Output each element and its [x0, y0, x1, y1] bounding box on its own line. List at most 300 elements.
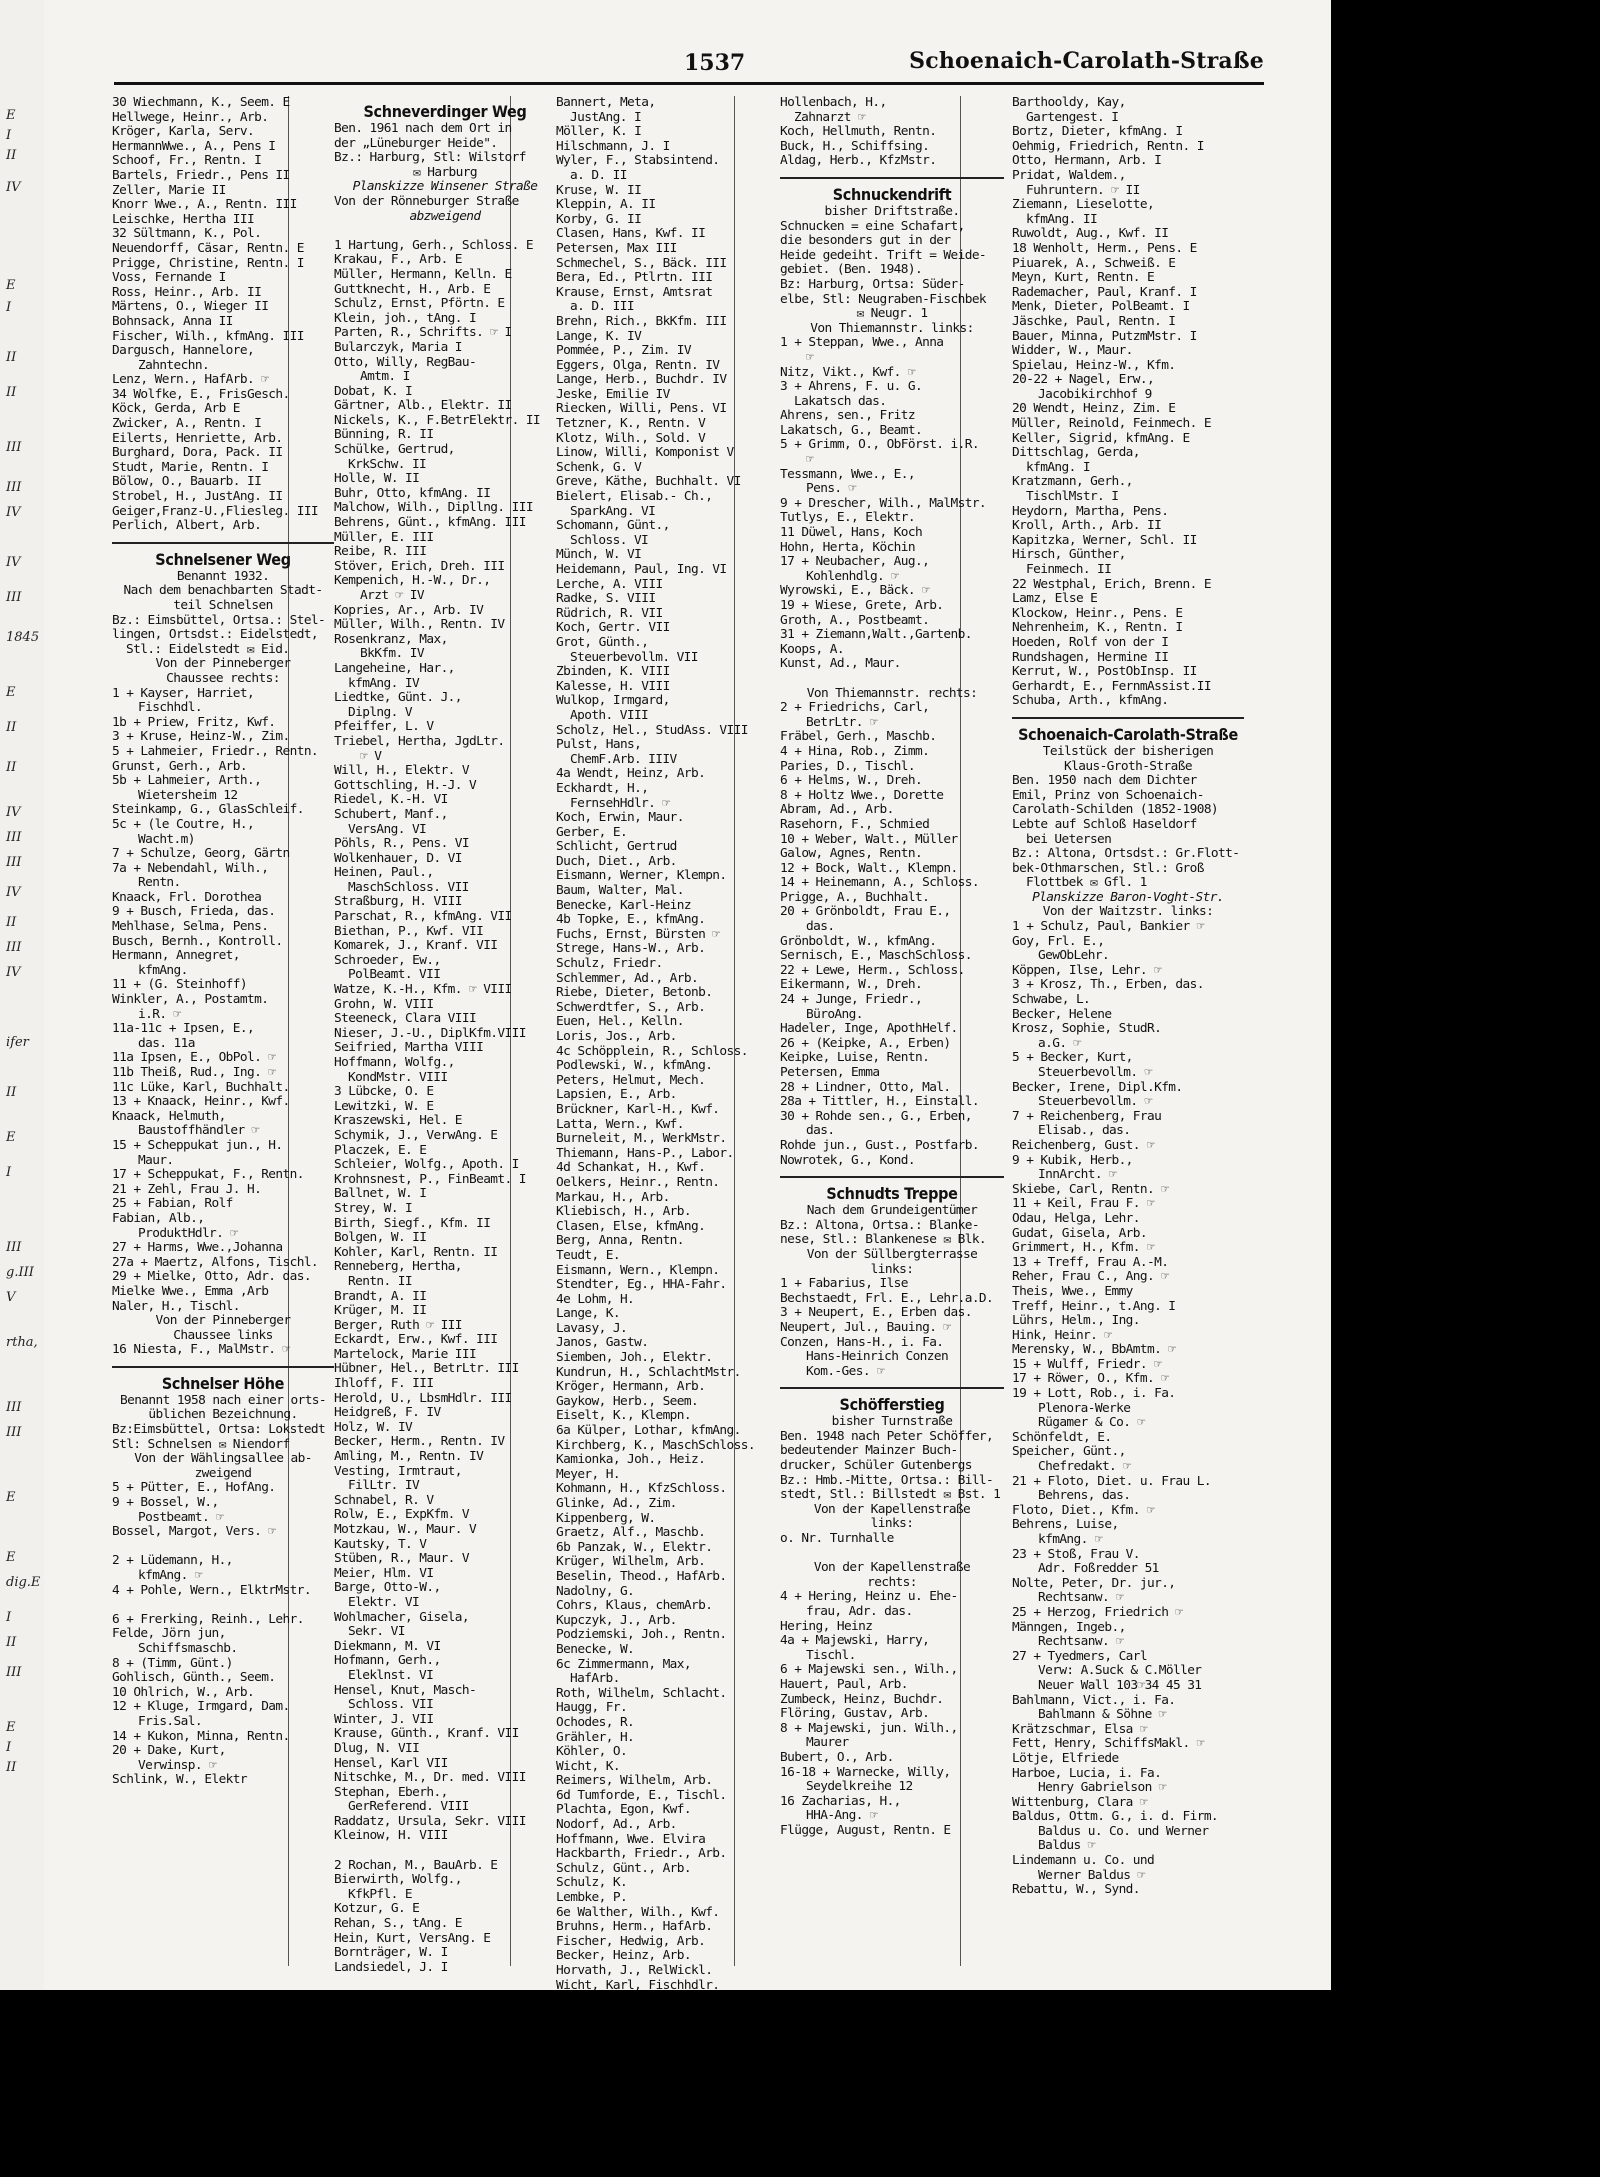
margin-fragment: I	[6, 1610, 12, 1625]
running-head: Schoenaich-Carolath-Straße	[909, 48, 1264, 74]
street-heading: Schoenaich-Carolath-Straße	[1012, 717, 1244, 745]
directory-entry: SparkAng. VI	[570, 504, 656, 519]
margin-fragment: IV	[6, 885, 21, 900]
directory-entry: lingen, Ortsdst.: Eidelstedt,	[112, 628, 319, 643]
directory-entry: Hensel, Karl VII	[334, 1756, 448, 1771]
directory-entry: Kalesse, H. VIII	[556, 679, 670, 694]
directory-entry: Hensel, Knut, Masch-	[334, 1683, 477, 1698]
directory-entry: Renneberg, Hertha,	[334, 1260, 462, 1275]
directory-entry: Kruse, W. II	[556, 183, 642, 198]
directory-entry: Planskizze Winsener Straße	[352, 180, 538, 195]
directory-entry: KfkPfl. E	[348, 1887, 412, 1902]
directory-entry: Langeheine, Har.,	[334, 661, 455, 676]
directory-entry: 27 + Tyedmers, Carl	[1012, 1649, 1147, 1664]
directory-entry: Beselin, Theod., HafArb.	[556, 1569, 727, 1584]
directory-entry: 26 + (Keipke, A., Erben)	[780, 1036, 951, 1051]
directory-entry: Eismann, Werner, Klempn.	[556, 869, 727, 884]
margin-fragment: II	[6, 385, 17, 400]
directory-entry: Schuba, Arth., kfmAng.	[1012, 694, 1169, 709]
directory-entry: 6 + Helms, W., Dreh.	[780, 774, 923, 789]
directory-entry: Clasen, Else, kfmAng.	[556, 1219, 706, 1234]
directory-entry: Bubert, O., Arb.	[780, 1750, 894, 1765]
directory-entry: Von der Pinneberger	[155, 657, 291, 672]
directory-entry: Stephan, Eberh.,	[334, 1785, 448, 1800]
directory-entry: 20 + Grönboldt, Frau E.,	[780, 905, 951, 920]
directory-entry: Zahnarzt ☞	[794, 110, 866, 125]
directory-entry: Keipke, Luise, Rentn.	[780, 1051, 930, 1066]
directory-entry: Voss, Fernande I	[112, 271, 226, 286]
directory-entry: Schulz, K.	[556, 1876, 628, 1891]
directory-entry: Nehrenheim, K., Rentn. I	[1012, 621, 1183, 636]
directory-entry: 6e Walther, Wilh., Kwf.	[556, 1905, 720, 1920]
directory-entry: Parschat, R., kfmAng. VII	[334, 910, 512, 925]
directory-entry: Schymik, J., VerwAng. E	[334, 1128, 498, 1143]
directory-entry: Schiffsmaschb.	[138, 1641, 238, 1656]
directory-entry: Nach dem benachbarten Stadt-	[123, 584, 323, 599]
directory-entry: Feinmech. II	[1026, 563, 1112, 577]
directory-entry: Von Thiemannstr. links:	[810, 321, 974, 336]
margin-fragment: III	[6, 830, 22, 845]
directory-entry: Schloss. VI	[570, 533, 649, 548]
directory-entry: Steuerbevollm. ☞	[1038, 1066, 1152, 1080]
directory-entry: Steeneck, Clara VIII	[334, 1012, 477, 1027]
directory-entry: Kom.-Ges. ☞	[806, 1364, 885, 1379]
directory-entry: Märtens, O., Wieger II	[112, 300, 269, 315]
directory-entry: KrkSchw. II	[348, 457, 427, 472]
directory-entry: Bortz, Dieter, kfmAng. I	[1012, 125, 1183, 140]
directory-entry: Riedel, K.-H. VI	[334, 793, 448, 808]
directory-entry: 16 Zacharias, H.,	[780, 1794, 901, 1809]
directory-entry: 15 + Scheppukat jun., H.	[112, 1138, 283, 1153]
directory-entry: drucker, Schüler Gutenbergs	[780, 1459, 972, 1474]
directory-entry: bei Uetersen	[1026, 832, 1112, 847]
directory-entry: Schlink, W., Elektr	[112, 1773, 247, 1788]
directory-entry: Jäschke, Paul, Rentn. I	[1012, 314, 1176, 329]
directory-entry: Schlicht, Gertrud	[556, 840, 677, 855]
directory-entry: Motzkau, W., Maur. V	[334, 1523, 477, 1537]
directory-entry: 20-22 + Nagel, Erw.,	[1012, 373, 1155, 388]
directory-entry: Fräbel, Gerh., Maschb.	[780, 730, 937, 745]
directory-entry: Loris, Jos., Arb.	[556, 1030, 677, 1044]
directory-entry: 21 + Floto, Diet. u. Frau L.	[1012, 1474, 1211, 1489]
directory-entry: Klotz, Wilh., Sold. V	[556, 431, 706, 446]
directory-entry: 6a Külper, Lothar, kfmAng.	[556, 1424, 741, 1439]
directory-entry: 4c Schöpplein, R., Schloss.	[556, 1044, 748, 1059]
directory-entry: Bruhns, Herm., HafArb.	[556, 1920, 713, 1935]
directory-entry: 18 Wenholt, Herm., Pens. E	[1012, 241, 1197, 256]
directory-entry: ✉ Harburg	[413, 165, 477, 180]
directory-entry: Rademacher, Paul, Kranf. I	[1012, 285, 1197, 300]
directory-entry: 30 Wiechmann, K., Seem. E	[112, 96, 290, 110]
directory-entry: die besonders gut in der	[780, 234, 951, 249]
directory-entry: Holz, W. IV	[334, 1420, 413, 1435]
left-page-margin	[0, 0, 44, 2177]
directory-entry: Burghard, Dora, Pack. II	[112, 446, 283, 461]
directory-entry: Schleier, Wolfg., Apoth. I	[334, 1158, 519, 1173]
directory-entry: Fuchs, Ernst, Bürsten ☞	[556, 927, 720, 942]
street-heading: Schöfferstieg	[780, 1387, 1004, 1415]
directory-entry: Guttknecht, H., Arb. E	[334, 282, 491, 297]
directory-entry: Ochodes, R.	[556, 1715, 635, 1730]
margin-fragment: III	[6, 940, 22, 955]
directory-entry: Janos, Gastw.	[556, 1336, 649, 1351]
directory-entry: Lerche, A. VIII	[556, 577, 663, 592]
directory-entry: Baustoffhändler ☞	[138, 1124, 259, 1139]
margin-fragment: II	[6, 760, 17, 775]
directory-entry: 2 Rochan, M., BauArb. E	[334, 1858, 498, 1873]
directory-entry: 11 + Keil, Frau F. ☞	[1012, 1197, 1155, 1212]
directory-entry: kfmAng.	[138, 963, 188, 978]
directory-entry: Bornträger, W. I	[334, 1946, 448, 1961]
directory-entry: 3 Lübcke, O. E	[334, 1085, 434, 1100]
directory-entry: 32 Sültmann, K., Pol.	[112, 227, 262, 242]
directory-entry: Reimers, Wilhelm, Arb.	[556, 1774, 713, 1789]
directory-entry: Brehn, Rich., BkKfm. III	[556, 314, 727, 329]
directory-entry: JustAng. I	[570, 110, 642, 125]
directory-entry: Amling, M., Rentn. IV	[334, 1450, 484, 1465]
directory-entry: Bauer, Minna, PutzmMstr. I	[1012, 329, 1197, 344]
directory-entry: gebiet. (Ben. 1948).	[780, 263, 923, 278]
directory-entry: Cohrs, Klaus, chemArb.	[556, 1599, 713, 1614]
directory-entry: 14 + Kukon, Minna, Rentn.	[112, 1729, 290, 1744]
directory-entry: Wulkop, Irmgard,	[556, 694, 670, 709]
directory-entry: 9 + Kubik, Herb.,	[1012, 1153, 1133, 1168]
directory-entry: 5c + (le Coutre, H.,	[112, 817, 255, 832]
margin-fragment: II	[6, 915, 17, 930]
directory-entry: Pulst, Hans,	[556, 738, 642, 753]
directory-entry: Benannt 1958 nach einer orts-	[119, 1393, 327, 1408]
margin-fragment: E	[6, 1130, 16, 1145]
directory-entry: Lebte auf Schloß Haseldorf	[1012, 817, 1197, 832]
directory-entry: Hans-Heinrich Conzen	[806, 1350, 949, 1365]
directory-entry: Kempenich, H.-W., Dr.,	[334, 574, 491, 589]
directory-entry: 27a + Maertz, Alfons, Tischl.	[112, 1255, 319, 1270]
directory-entry: Kapitzka, Werner, Schl. II	[1012, 533, 1197, 548]
directory-entry: Hofmann, Gerh.,	[334, 1654, 441, 1669]
directory-entry: Bölow, O., Bauarb. II	[112, 475, 262, 490]
directory-entry: Amtm. I	[360, 370, 410, 385]
margin-fragment: rtha,	[6, 1335, 38, 1350]
directory-entry: Berger, Ruth ☞ III	[334, 1318, 462, 1333]
directory-entry: a. D. II	[570, 168, 627, 183]
directory-entry: links:	[870, 1262, 914, 1277]
directory-entry: Bz.: Hmb.-Mitte, Ortsa.: Bill-	[780, 1473, 994, 1488]
directory-entry: Seifried, Martha VIII	[334, 1041, 484, 1056]
directory-entry: Stüben, R., Maur. V	[334, 1552, 469, 1567]
margin-fragment: III	[6, 590, 22, 605]
directory-entry: HermannWwe., A., Pens I	[112, 139, 276, 154]
directory-entry: Eleklnst. VI	[348, 1668, 434, 1683]
directory-entry: Otto, Hermann, Arb. I	[1012, 154, 1162, 169]
directory-entry: 16-18 + Warnecke, Willy,	[780, 1765, 951, 1780]
margin-fragment: IV	[6, 965, 21, 980]
directory-entry: Ziemann, Lieselotte,	[1012, 198, 1155, 213]
column-4	[780, 96, 1004, 1839]
directory-entry: Zahntechn.	[138, 358, 210, 373]
directory-entry: zweigend	[194, 1466, 252, 1481]
directory-entry: Siemben, Joh., Elektr.	[556, 1351, 713, 1366]
directory-entry: ProduktHdlr. ☞	[138, 1226, 238, 1241]
directory-entry	[112, 1598, 334, 1613]
directory-entry: Heide gedeiht. Trift = Weide-	[780, 248, 987, 263]
directory-entry: Grönboldt, W., kfmAng.	[780, 934, 937, 949]
directory-entry: 2 + Lüdemann, H.,	[112, 1554, 233, 1569]
directory-entry: Knaack, Frl. Dorothea	[112, 890, 262, 905]
directory-entry: Schulz, Ernst, Pförtn. E	[334, 297, 505, 312]
directory-entry: 1 + Schulz, Paul, Bankier ☞	[1012, 920, 1204, 935]
directory-entry: Köhler, O.	[556, 1745, 628, 1760]
directory-entry: Kautsky, T. V	[334, 1537, 427, 1552]
directory-entry: 11a-11c + Ipsen, E.,	[112, 1022, 255, 1037]
directory-entry: Fischer, Wilh., kfmAng. III	[112, 329, 304, 344]
directory-entry: Rügamer & Co. ☞	[1038, 1416, 1145, 1431]
directory-entry: 10 + Weber, Walt., Müller	[780, 832, 958, 847]
directory-entry: Biethan, P., Kwf. VII	[334, 924, 484, 939]
directory-entry: Möller, K. I	[556, 125, 642, 140]
directory-entry: Duch, Diet., Arb.	[556, 854, 677, 869]
directory-entry: Parten, R., Schrifts. ☞ I	[334, 326, 512, 341]
directory-entry: Zumbeck, Heinz, Buchdr.	[780, 1692, 944, 1707]
directory-entry: Hein, Kurt, VersAng. E	[334, 1931, 491, 1946]
directory-entry	[780, 672, 1004, 687]
directory-entry: Thiemann, Hans-P., Labor.	[556, 1146, 734, 1161]
directory-entry: Dlug, N. VII	[334, 1741, 420, 1756]
directory-entry: Krüger, M. II	[334, 1304, 427, 1319]
margin-fragment: E	[6, 278, 16, 293]
directory-entry: HafArb.	[570, 1672, 620, 1687]
directory-entry: Benannt 1932.	[176, 569, 270, 584]
directory-entry: 11a Ipsen, E., ObPol. ☞	[112, 1051, 276, 1066]
directory-entry: Zwicker, A., Rentn. I	[112, 417, 262, 432]
margin-fragment: IV	[6, 555, 21, 570]
directory-entry: Stl: Schnelsen ✉ Niendorf	[112, 1437, 290, 1452]
directory-entry: HHA-Ang. ☞	[806, 1809, 878, 1824]
directory-entry: Kotzur, G. E	[334, 1902, 420, 1917]
directory-entry: Steuerbevollm. VII	[570, 650, 698, 665]
directory-entry: Rasehorn, F., Schmied	[780, 817, 930, 832]
directory-entry: Gaykow, Herb., Seem.	[556, 1394, 699, 1409]
directory-entry: Mielke Wwe., Emma ,Arb	[112, 1284, 269, 1299]
directory-entry: 3 + Krosz, Th., Erben, das.	[1012, 978, 1204, 993]
directory-entry: BetrLtr. ☞	[806, 715, 878, 730]
directory-entry: 17 + Neubacher, Aug.,	[780, 555, 930, 570]
directory-entry: Koops, A.	[780, 642, 844, 657]
directory-entry: stedt, Stl.: Billstedt ✉ Bst. 1	[780, 1488, 1001, 1503]
directory-entry: Kippenberg, W.	[556, 1511, 656, 1526]
directory-entry: Knaack, Helmuth,	[112, 1109, 226, 1124]
directory-entry: Eiselt, K., Klempn.	[556, 1409, 691, 1424]
directory-entry: Lewitzki, W. E	[334, 1099, 434, 1114]
directory-entry: Maur.	[138, 1153, 174, 1168]
directory-entry: 12 + Kluge, Irmgard, Dam.	[112, 1700, 290, 1715]
directory-entry: Kundrun, H., SchlachtMstr.	[556, 1365, 741, 1380]
directory-entry: Flügge, August, Rentn. E	[780, 1823, 951, 1838]
scan-background	[0, 1990, 1600, 2177]
directory-entry: Zeller, Marie II	[112, 183, 226, 198]
directory-entry: Emil, Prinz von Schoenaich-	[1012, 788, 1204, 803]
directory-entry: MaschSchloss. VII	[348, 880, 469, 895]
directory-entry: 2 + Friedrichs, Carl,	[780, 701, 930, 716]
directory-entry: 17 + Röwer, O., Kfm. ☞	[1012, 1372, 1169, 1387]
directory-entry: Goy, Frl. E.,	[1012, 934, 1105, 949]
directory-entry: i.R. ☞	[138, 1007, 181, 1022]
directory-entry: Postbeamt. ☞	[138, 1510, 224, 1525]
directory-entry: Riecken, Willi, Pens. VI	[556, 402, 727, 417]
directory-entry: Eckhardt, H.,	[556, 781, 649, 796]
directory-entry: Raddatz, Ursula, Sekr. VIII	[334, 1814, 526, 1829]
directory-entry: o. Nr. Turnhalle	[780, 1532, 894, 1547]
directory-entry: Grohn, W. VIII	[334, 997, 434, 1012]
directory-entry: Von der Wählingsallee ab-	[134, 1452, 312, 1467]
directory-entry: Krause, Ernst, Amtsrat	[556, 285, 713, 300]
directory-entry: Abram, Ad., Arb.	[780, 803, 894, 818]
directory-entry: 4e Lohm, H.	[556, 1292, 635, 1307]
directory-entry: Bz.: Altona, Ortsdst.: Gr.Flott-	[1012, 847, 1240, 862]
directory-entry: Rentn.	[138, 876, 181, 891]
directory-entry: ☞	[806, 350, 814, 365]
margin-fragment: II	[6, 1760, 17, 1775]
directory-entry: ✉ Neugr. 1	[856, 307, 928, 322]
directory-entry: Baldus u. Co. und Werner	[1038, 1824, 1209, 1839]
directory-entry: 5 + Lahmeier, Friedr., Rentn.	[112, 744, 319, 759]
directory-entry: Pöhls, R., Pens. VI	[334, 837, 469, 852]
directory-entry: Holle, W. II	[334, 472, 420, 487]
directory-entry: Schwabe, L.	[1012, 993, 1091, 1008]
directory-entry: Hauert, Paul, Arb.	[780, 1677, 908, 1692]
directory-entry: Ben. 1948 nach Peter Schöffer,	[780, 1429, 994, 1444]
directory-entry: Korby, G. II	[556, 212, 642, 227]
directory-entry: Schönfeldt, E.	[1012, 1430, 1112, 1445]
directory-entry: 20 + Dake, Kurt,	[112, 1744, 226, 1759]
directory-entry: Clasen, Hans, Kwf. II	[556, 227, 706, 242]
directory-entry: Krosz, Sophie, StudR.	[1012, 1022, 1162, 1037]
directory-entry: Flottbek ✉ Gfl. 1	[1026, 876, 1147, 891]
directory-entry: Widder, W., Maur.	[1012, 344, 1133, 359]
directory-entry: Schenk, G. V	[556, 460, 642, 475]
directory-entry: Benecke, Karl-Heinz	[556, 898, 691, 913]
margin-fragment: 1845	[6, 630, 40, 645]
directory-entry: Wolkenhauer, D. VI	[334, 851, 462, 866]
directory-entry: Tischl.	[806, 1648, 856, 1663]
margin-fragment: E	[6, 1490, 16, 1505]
street-heading: Schnudts Treppe	[780, 1176, 1004, 1204]
directory-entry: Chaussee rechts:	[166, 671, 280, 686]
directory-entry: Wacht.m)	[138, 832, 195, 847]
directory-entry: Hollenbach, H.,	[780, 96, 887, 110]
directory-entry: Bierwirth, Wolfg.,	[334, 1873, 462, 1888]
directory-entry: Koch, Hellmuth, Rentn.	[780, 125, 937, 140]
directory-entry: Horvath, J., RelWickl.	[556, 1964, 713, 1978]
directory-entry: 28 + Lindner, Otto, Mal.	[780, 1080, 951, 1095]
directory-entry: Münch, W. VI	[556, 548, 642, 563]
directory-entry: Euen, Hel., Kelln.	[556, 1015, 684, 1030]
directory-entry: Klaus-Groth-Straße	[1064, 759, 1192, 774]
directory-entry: 19 + Lott, Rob., i. Fa.	[1012, 1387, 1176, 1402]
directory-entry: Sernisch, E., MaschSchloss.	[780, 949, 972, 964]
directory-entry: Fischhdl.	[138, 701, 202, 716]
directory-entry: Kohler, Karl, Rentn. II	[334, 1245, 498, 1260]
directory-entry: Schubert, Manf.,	[334, 807, 448, 822]
directory-entry	[334, 224, 556, 239]
directory-entry: Placzek, E. E	[334, 1143, 427, 1158]
directory-entry: Wittenburg, Clara ☞	[1012, 1795, 1147, 1810]
directory-entry: Grunst, Gerh., Arb.	[112, 759, 247, 774]
directory-entry: Keller, Sigrid, kfmAng. E	[1012, 431, 1190, 446]
directory-entry: Bahlmann, Vict., i. Fa.	[1012, 1693, 1176, 1708]
directory-entry: 1 + Fabarius, Ilse	[780, 1277, 908, 1292]
directory-entry: 11 + (G. Steinhoff)	[112, 978, 247, 993]
directory-entry: Podlewski, W., kfmAng.	[556, 1059, 713, 1074]
directory-entry: Planskizze Baron-Voght-Str.	[1032, 890, 1224, 905]
directory-entry: Floto, Diet., Kfm. ☞	[1012, 1503, 1155, 1518]
directory-entry: Teilstück der bisherigen	[1042, 744, 1214, 759]
directory-entry: das.	[806, 920, 835, 935]
directory-entry: Becker, Helene	[1012, 1007, 1112, 1022]
margin-fragment: I	[6, 300, 12, 315]
directory-entry: 25 + Herzog, Friedrich ☞	[1012, 1605, 1183, 1620]
directory-entry: Leischke, Hertha III	[112, 212, 255, 227]
directory-entry: das. 11a	[138, 1036, 195, 1051]
directory-entry: Becker, Heinz, Arb.	[556, 1949, 691, 1964]
directory-entry: Ballnet, W. I	[334, 1187, 427, 1202]
directory-entry: 4b Topke, E., kfmAng.	[556, 913, 706, 928]
directory-entry: Verw: A.Suck & C.Möller	[1038, 1664, 1202, 1679]
directory-entry: 17 + Scheppukat, F., Rentn.	[112, 1168, 304, 1183]
directory-entry: Oelkers, Heinr., Rentn.	[556, 1175, 720, 1190]
directory-entry: kfmAng. ☞	[138, 1569, 202, 1583]
directory-entry: Bartels, Friedr., Pens II	[112, 168, 290, 183]
column-5	[1012, 96, 1244, 1898]
directory-entry: Heidgreß, F. IV	[334, 1406, 441, 1421]
margin-fragment: g.III	[6, 1265, 34, 1280]
directory-entry: Burneleit, M., WerkMstr.	[556, 1132, 727, 1147]
directory-entry: Müller, Reinold, Feinmech. E	[1012, 417, 1211, 432]
directory-entry: 13 + Knaack, Heinr., Kwf.	[112, 1095, 290, 1110]
directory-entry: Nach dem Grundeigentümer	[806, 1204, 978, 1219]
directory-entry: Köck, Gerda, Arb E	[112, 402, 240, 417]
directory-entry: Klockow, Heinr., Pens. E	[1012, 606, 1183, 621]
directory-entry: 9 + Busch, Frieda, das.	[112, 905, 276, 920]
directory-entry: Männgen, Ingeb.,	[1012, 1620, 1126, 1635]
directory-entry: BüroAng.	[806, 1007, 863, 1022]
directory-entry: Bularczyk, Maria I	[334, 340, 462, 355]
directory-entry: Bz:Eimsbüttel, Ortsa: Lokstedt	[112, 1423, 326, 1438]
directory-entry: Knorr Wwe., A., Rentn. III	[112, 198, 297, 213]
directory-entry: Adr. Foßredder 51	[1038, 1562, 1159, 1577]
directory-entry: Rentn. II	[348, 1274, 412, 1289]
directory-entry: Martelock, Marie III	[334, 1347, 477, 1362]
directory-entry: Spielau, Heinz-W., Kfm.	[1012, 358, 1176, 373]
directory-entry: 1 + Kayser, Harriet,	[112, 686, 255, 701]
directory-entry: a. D. III	[570, 300, 634, 315]
directory-entry: Ruwoldt, Aug., Kwf. II	[1012, 227, 1169, 242]
directory-entry: Jeske, Emilie IV	[556, 387, 670, 402]
directory-entry: Reichenberg, Gust. ☞	[1012, 1138, 1155, 1153]
directory-entry: Otto, Willy, RegBau-	[334, 355, 477, 370]
directory-entry: Linow, Willi, Komponist V	[556, 446, 734, 461]
directory-entry: Will, H., Elektr. V	[334, 764, 469, 779]
directory-entry: Kroll, Arth., Arb. II	[1012, 519, 1162, 534]
directory-entry: Behrens, Günt., kfmAng. III	[334, 516, 526, 531]
directory-entry: Nadolny, G.	[556, 1584, 635, 1599]
directory-entry: Gohlisch, Günth., Seem.	[112, 1671, 276, 1686]
directory-entry: Merensky, W., BbAmtm. ☞	[1012, 1343, 1176, 1358]
directory-entry: Glinke, Ad., Zim.	[556, 1497, 677, 1511]
margin-fragment: IV	[6, 505, 21, 520]
directory-entry: Bz.: Harburg, Stl: Wilstorf	[334, 151, 526, 166]
directory-entry: Kleppin, A. II	[556, 198, 656, 213]
margin-fragment: II	[6, 1085, 17, 1100]
